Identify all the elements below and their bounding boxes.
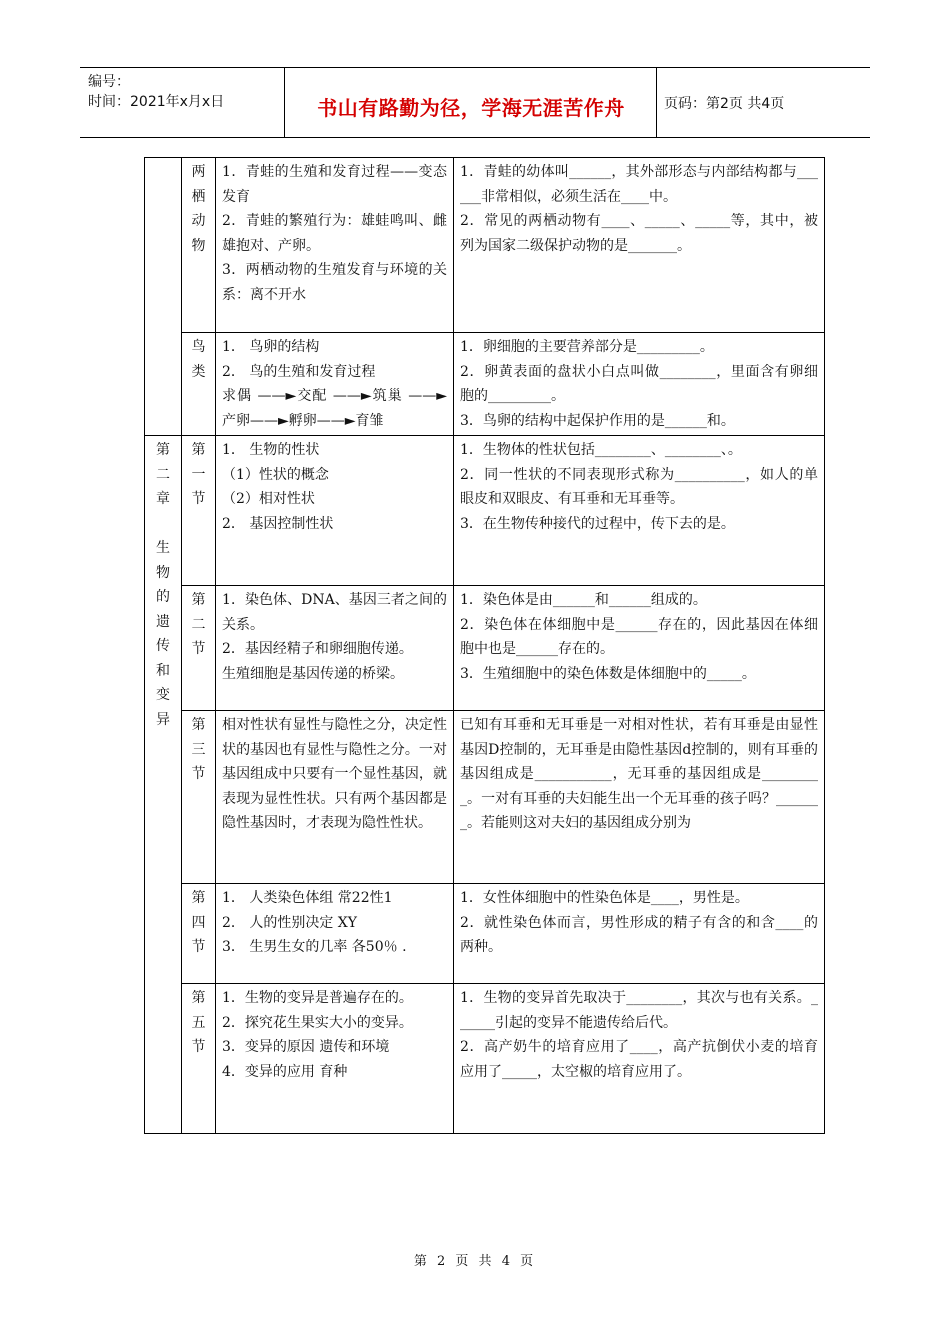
section-char: 二 bbox=[191, 616, 206, 633]
section-char: 四 bbox=[191, 914, 206, 931]
section-char: 三 bbox=[191, 741, 206, 758]
chapter-char: 章 bbox=[156, 491, 170, 507]
content-line: 2． 鸟的生殖和发育过程 bbox=[222, 363, 376, 380]
study-table bbox=[144, 157, 825, 1134]
content-cell bbox=[216, 586, 454, 711]
content-line: 2． 人的性别决定 XY bbox=[222, 914, 358, 931]
content-line: （2）相对性状 bbox=[222, 491, 315, 507]
content-line: 3． 生男生女的几率 各50％ . bbox=[222, 939, 407, 955]
content-line: 2．青蛙的繁殖行为：雄蛙鸣叫、雌雄抱对、产卵。 bbox=[222, 213, 447, 254]
content-line: 求偶 ——►交配 ——►筑巢 ——►产卵——►孵卵——►育雏 bbox=[222, 388, 447, 429]
section-char: 节 bbox=[191, 766, 206, 782]
question-line: 1．染色体是由______和______组成的。 bbox=[460, 592, 707, 608]
chapter-char: 遗 bbox=[156, 613, 170, 630]
header-meta bbox=[88, 72, 224, 112]
section-char: 第 bbox=[191, 717, 206, 733]
page-header bbox=[80, 67, 870, 138]
content-cell bbox=[216, 984, 454, 1134]
chapter-char: 和 bbox=[156, 662, 170, 679]
content-line: 4．变异的应用 育种 bbox=[222, 1063, 348, 1080]
table-row bbox=[145, 586, 825, 711]
question-line: 1．卵细胞的主要营养部分是_________。 bbox=[460, 339, 714, 355]
question-line: 2．染色体在体细胞中是______存在的，因此基因在体细胞中也是______存在的。 bbox=[460, 616, 818, 657]
content-cell bbox=[216, 436, 454, 586]
question-line: 2．卵黄表面的盘状小白点叫做________，里面含有卵细胞的_________。 bbox=[460, 363, 818, 404]
content-cell bbox=[216, 158, 454, 333]
content-cell bbox=[216, 333, 454, 436]
chapter-char: 物 bbox=[156, 564, 170, 581]
question-line: 2．同一性状的不同表现形式称为__________，如人的单眼皮和双眼皮、有耳垂和无耳垂等。 bbox=[460, 466, 818, 507]
section-cell bbox=[182, 884, 216, 984]
question-cell bbox=[454, 586, 825, 711]
question-line: 1．青蛙的幼体叫______，其外部形态与内部结构都与______非常相似，必须生活在____中。 bbox=[460, 164, 818, 205]
chapter-char: 传 bbox=[156, 638, 170, 654]
section-char: 类 bbox=[191, 363, 206, 380]
question-cell bbox=[454, 884, 825, 984]
section-char: 动 bbox=[191, 213, 206, 229]
chapter-char: 异 bbox=[156, 711, 170, 728]
header-page-label: 页码：第2页 共4页 bbox=[664, 96, 785, 112]
question-line: 2．就性染色体而言，男性形成的精子有含的和含____的两种。 bbox=[460, 914, 818, 955]
section-char: 五 bbox=[191, 1014, 206, 1031]
content-line: （1）性状的概念 bbox=[222, 466, 329, 483]
question-line: 1．生物的变异首先取决于________，其次与也有关系。______引起的变异不能遗传给后代。 bbox=[460, 990, 818, 1031]
content-line: 2．探究花生果实大小的变异。 bbox=[222, 1014, 413, 1031]
section-cell bbox=[182, 333, 216, 436]
section-char: 两 bbox=[191, 164, 206, 180]
code-label: 编号： bbox=[88, 74, 130, 90]
section-char: 节 bbox=[191, 491, 206, 507]
table-row bbox=[145, 436, 825, 586]
section-char: 鸟 bbox=[191, 339, 206, 355]
section-cell bbox=[182, 158, 216, 333]
section-char: 一 bbox=[191, 466, 206, 483]
question-line: 1．生物体的性状包括________、________、。 bbox=[460, 442, 742, 458]
question-line: 已知有耳垂和无耳垂是一对相对性状，若有耳垂是由显性基因D控制的，无耳垂是由隐性基因d控制的，则有耳垂的基因组成是___________，无耳垂的基因组成是_________。一对有耳垂的夫妇能生出一个无耳垂的孩子吗？_______。若能则这对夫妇的基因组成分别为 bbox=[460, 717, 818, 831]
chapter-char: 生 bbox=[156, 540, 170, 556]
section-cell bbox=[182, 711, 216, 884]
date-label: 时间：2021年x月x日 bbox=[88, 94, 225, 110]
chapter-char: 二 bbox=[156, 466, 170, 483]
question-cell bbox=[454, 158, 825, 333]
chapter-char: 第 bbox=[156, 442, 170, 458]
content-line: 生殖细胞是基因传递的桥梁。 bbox=[222, 665, 404, 682]
content-line: 1． 鸟卵的结构 bbox=[222, 339, 320, 355]
section-char: 节 bbox=[191, 641, 206, 657]
section-char: 第 bbox=[191, 592, 206, 608]
chapter-char: 变 bbox=[156, 687, 170, 703]
section-char: 节 bbox=[191, 1039, 206, 1055]
section-char: 节 bbox=[191, 939, 206, 955]
question-line: 3．鸟卵的结构中起保护作用的是______和。 bbox=[460, 412, 735, 429]
table-row bbox=[145, 884, 825, 984]
page-footer: 第 2 页 共 4 页 bbox=[413, 1254, 537, 1269]
section-char: 栖 bbox=[191, 188, 206, 205]
content-line: 3．两栖动物的生殖发育与环境的关系：离不开水 bbox=[222, 262, 447, 303]
table-row bbox=[145, 711, 825, 884]
question-cell bbox=[454, 984, 825, 1134]
content-line: 3．变异的原因 遗传和环境 bbox=[222, 1039, 390, 1055]
table-row bbox=[145, 984, 825, 1134]
header-motto: 书山有路勤为径，学海无涯苦作舟 bbox=[317, 96, 625, 120]
content-line: 1． 人类染色体组 常22性1 bbox=[222, 890, 393, 906]
content-line: 1．青蛙的生殖和发育过程——变态发育 bbox=[222, 164, 447, 205]
section-cell bbox=[182, 586, 216, 711]
question-line: 1．女性体细胞中的性染色体是____，男性是。 bbox=[460, 890, 749, 906]
table-row bbox=[145, 158, 825, 333]
section-char: 第 bbox=[191, 442, 206, 458]
content-line: 1．染色体、DNA、基因三者之间的关系。 bbox=[222, 592, 447, 633]
header-divider bbox=[656, 68, 657, 137]
content-line: 2．基因经精子和卵细胞传递。 bbox=[222, 641, 413, 657]
section-cell bbox=[182, 984, 216, 1134]
content-line: 2． 基因控制性状 bbox=[222, 515, 334, 532]
question-line: 2．高产奶牛的培育应用了____，高产抗倒伏小麦的培育应用了_____，太空椒的培育应用了。 bbox=[460, 1039, 818, 1080]
question-cell bbox=[454, 711, 825, 884]
question-cell bbox=[454, 333, 825, 436]
section-char: 第 bbox=[191, 890, 206, 906]
question-line: 3．生殖细胞中的染色体数是体细胞中的_____。 bbox=[460, 665, 756, 682]
question-cell bbox=[454, 436, 825, 586]
section-char: 物 bbox=[191, 237, 206, 254]
section-char: 第 bbox=[191, 990, 206, 1006]
question-line: 2．常见的两栖动物有____、_____、_____等，其中，被列为国家二级保护动物的是_______。 bbox=[460, 213, 818, 254]
content-cell bbox=[216, 711, 454, 884]
spacer bbox=[151, 512, 175, 537]
chapter-char: 的 bbox=[156, 589, 170, 605]
content-cell bbox=[216, 884, 454, 984]
content-line: 1．生物的变异是普遍存在的。 bbox=[222, 990, 413, 1006]
section-cell bbox=[182, 436, 216, 586]
chapter-cell bbox=[145, 436, 182, 1134]
chapter-cell bbox=[145, 158, 182, 436]
question-line: 3．在生物传种接代的过程中，传下去的是。 bbox=[460, 515, 735, 532]
content-line: 1． 生物的性状 bbox=[222, 442, 320, 458]
table-row bbox=[145, 333, 825, 436]
content-line: 相对性状有显性与隐性之分，决定性状的基因也有显性与隐性之分。一对基因组成中只要有一个显性基因，就表现为显性性状。只有两个基因都是隐性基因时，才表现为隐性性状。 bbox=[222, 717, 447, 831]
